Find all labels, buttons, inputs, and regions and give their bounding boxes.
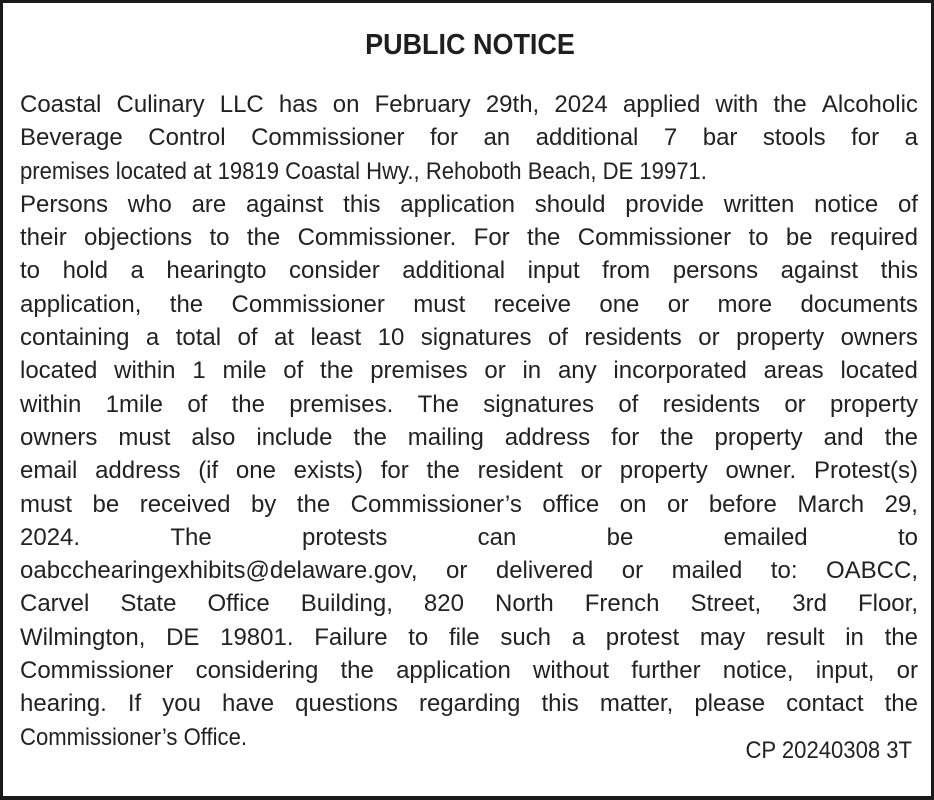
notice-word: emailed (723, 523, 808, 551)
notice-word: total (175, 324, 222, 352)
notice-word: the (884, 690, 918, 718)
notice-word: or (446, 557, 468, 585)
notice-word: incorporated (613, 357, 747, 385)
notice-word: a (130, 257, 144, 285)
notice-word: Carvel (20, 590, 90, 618)
notice-word: or (896, 657, 918, 685)
notice-word: containing (20, 324, 130, 352)
notice-word: should (534, 190, 606, 218)
notice-word: premises (370, 357, 468, 385)
notice-word: Culinary (116, 91, 205, 118)
notice-word: contact (786, 690, 864, 718)
notice-word: against (780, 257, 859, 285)
notice-word: State (120, 590, 177, 618)
notice-word: the (246, 224, 281, 252)
notice-word: Commissioner (251, 124, 405, 152)
notice-word: to (209, 224, 230, 252)
notice-word: persons (672, 257, 759, 285)
notice-word: written (723, 190, 795, 218)
notice-word: hold (62, 257, 108, 285)
notice-word: who (127, 190, 172, 218)
notice-word: located (20, 357, 98, 385)
notice-line (20, 488, 918, 521)
notice-word: Floor, (857, 590, 918, 618)
notice-word: Street, (690, 590, 762, 618)
notice-word: stools (762, 124, 826, 152)
notice-word: delivered (495, 557, 594, 585)
notice-word: signatures (483, 390, 595, 418)
notice-word: provide (625, 190, 704, 218)
notice-line (20, 521, 918, 554)
notice-word: to (20, 257, 41, 285)
notice-word: regarding (418, 690, 521, 718)
notice-line (20, 388, 918, 421)
notice-line (20, 621, 918, 654)
notice-word: be (606, 523, 634, 551)
notice-word: address (95, 457, 181, 485)
notice-word: be (785, 224, 813, 252)
notice-line-text: premises located at 19819 Coastal Hwy., Rehoboth Beach, DE 19971. (20, 157, 707, 185)
notice-word: one (599, 290, 640, 318)
notice-word: email (20, 457, 78, 485)
notice-word: must (20, 490, 73, 518)
notice-word: residents (584, 324, 682, 352)
notice-word: owners (20, 423, 98, 451)
notice-word: Failure (314, 623, 388, 651)
notice-line (20, 88, 918, 121)
notice-word: Commissioner (577, 224, 732, 252)
notice-word: must (118, 423, 171, 451)
notice-word: received (139, 490, 231, 518)
notice-word: If (127, 690, 142, 718)
notice-word: within (20, 390, 82, 418)
notice-word: has (278, 91, 318, 118)
notice-word: must (413, 290, 466, 318)
notice-word: a (904, 124, 918, 152)
notice-word: the (660, 423, 694, 451)
notice-word: receive (493, 290, 571, 318)
notice-word: the (884, 423, 918, 451)
notice-word: this (880, 257, 918, 285)
notice-word: of (237, 324, 258, 352)
notice-line (20, 687, 918, 720)
notice-word: against (246, 190, 324, 218)
notice-line (20, 254, 918, 287)
notice-word: Commissioner (231, 290, 385, 318)
notice-word: or (667, 290, 690, 318)
notice-word: to: (770, 557, 798, 585)
notice-word: Commissioner’s (350, 490, 522, 518)
notice-word: or (666, 490, 689, 518)
notice-word: 1 (192, 357, 206, 385)
notice-word: required (829, 224, 918, 252)
notice-word: least (310, 324, 362, 352)
notice-word: more (717, 290, 773, 318)
notice-word: a (571, 623, 586, 651)
notice-word: owner. (725, 457, 797, 485)
notice-word: the (169, 290, 204, 318)
notice-word: Commissioner (20, 657, 174, 685)
notice-word: a (145, 324, 160, 352)
notice-reference-code: CP 20240308 3T (745, 737, 912, 764)
notice-word: objections (84, 224, 193, 252)
notice-word: to (897, 523, 918, 551)
notice-word: applied (622, 91, 701, 118)
notice-word: property (714, 423, 803, 451)
notice-word: from (602, 257, 651, 285)
notice-line (20, 421, 918, 454)
notice-word: of (283, 357, 304, 385)
notice-word: notice, (722, 657, 794, 685)
notice-word: documents (800, 290, 918, 318)
notice-word: considering (195, 657, 319, 685)
notice-word: of (618, 390, 639, 418)
notice-word: or (580, 457, 603, 485)
notice-word: include (256, 423, 333, 451)
notice-line (20, 354, 918, 387)
notice-line (20, 654, 918, 687)
notice-word: for (611, 423, 640, 451)
notice-word: an (483, 124, 511, 152)
notice-line (20, 121, 918, 154)
notice-word: Protest(s) (813, 457, 918, 485)
notice-word: 1mile (105, 390, 164, 418)
notice-line (20, 188, 918, 221)
notice-word: the (884, 623, 918, 651)
notice-word: the (426, 457, 460, 485)
notice-body (20, 88, 918, 754)
notice-word: mailed (671, 557, 743, 585)
notice-word: input (527, 257, 580, 285)
notice-word: or (698, 324, 720, 352)
notice-word: or (784, 390, 806, 418)
notice-word: and (823, 423, 864, 451)
notice-word: this (343, 190, 381, 218)
notice-word: 820 (423, 590, 464, 618)
notice-word: also (191, 423, 236, 451)
notice-line (20, 554, 918, 587)
notice-word: this (541, 690, 579, 718)
notice-word: North (495, 590, 554, 618)
notice-word: 2024 (554, 91, 608, 118)
notice-word: the (320, 357, 354, 385)
notice-word: The (417, 390, 459, 418)
notice-word: The (170, 523, 212, 551)
notice-word: the (296, 490, 331, 518)
notice-word: Persons (20, 190, 109, 218)
notice-word: 3rd (792, 590, 827, 618)
notice-word: questions (295, 690, 398, 718)
notice-line (20, 288, 918, 321)
notice-word: property (619, 457, 708, 485)
notice-word: by (250, 490, 277, 518)
notice-line-text: Commissioner’s Office. (20, 723, 248, 751)
notice-word: office (542, 490, 600, 518)
notice-word: Control (148, 124, 226, 152)
notice-line (20, 155, 918, 188)
notice-word: notice (814, 190, 879, 218)
notice-word: on (619, 490, 647, 518)
notice-word: DE (166, 623, 200, 651)
notice-word: the (231, 390, 265, 418)
notice-word: please (694, 690, 766, 718)
notice-word: 7 (663, 124, 678, 152)
notice-word: with (715, 91, 759, 118)
notice-word: of (187, 390, 208, 418)
notice-word: oabcchearingexhibits@delaware.gov, (20, 557, 418, 585)
notice-word: are (191, 190, 227, 218)
notice-word: protest (605, 623, 680, 651)
notice-word: application (396, 657, 511, 685)
notice-word: March (797, 490, 865, 518)
notice-word: any (557, 357, 597, 385)
notice-word: February (374, 91, 471, 118)
notice-word: for (851, 124, 880, 152)
notice-word: bar (702, 124, 738, 152)
notice-word: the (340, 657, 374, 685)
notice-word: in (522, 357, 542, 385)
notice-word: Beverage (20, 124, 123, 152)
notice-word: premises. (289, 390, 394, 418)
notice-word: before (708, 490, 777, 518)
notice-word: be (92, 490, 120, 518)
notice-word: to (408, 623, 429, 651)
notice-word: resident (477, 457, 563, 485)
notice-word: in (845, 623, 864, 651)
notice-word: or (484, 357, 506, 385)
notice-word: to (748, 224, 769, 252)
notice-word: the (773, 91, 807, 118)
notice-word: application (400, 190, 516, 218)
notice-word: Coastal (20, 91, 102, 118)
notice-word: LLC (219, 91, 264, 118)
notice-word: the (527, 224, 561, 252)
notice-line (20, 221, 918, 254)
notice-word: you (162, 690, 201, 718)
notice-word: of (547, 324, 568, 352)
notice-word: for (380, 457, 409, 485)
notice-word: such (500, 623, 552, 651)
notice-word: Building, (300, 590, 393, 618)
notice-word: owners (840, 324, 918, 352)
notice-word: 2024. (20, 523, 81, 551)
notice-word: application, (20, 290, 142, 318)
notice-word: matter, (599, 690, 674, 718)
notice-word: or (621, 557, 644, 585)
notice-word: one (235, 457, 276, 485)
notice-word: located (840, 357, 918, 385)
notice-word: mile (222, 357, 267, 385)
notice-word: can (477, 523, 517, 551)
notice-word: result (765, 623, 825, 651)
notice-word: of (897, 190, 918, 218)
notice-word: French (584, 590, 660, 618)
notice-word: 10 (377, 324, 405, 352)
notice-word: additional (402, 257, 506, 285)
notice-word: without (533, 657, 610, 685)
notice-word: Office (207, 590, 270, 618)
notice-word: hearing. (20, 690, 107, 718)
notice-word: within (114, 357, 176, 385)
notice-word: Commissioner. (297, 224, 457, 252)
notice-word: address (504, 423, 591, 451)
notice-word: OABCC, (825, 557, 918, 585)
notice-word: property (829, 390, 918, 418)
notice-word: have (222, 690, 275, 718)
notice-word: the (353, 423, 387, 451)
notice-line (20, 321, 918, 354)
notice-word: 19801. (220, 623, 294, 651)
notice-title: PUBLIC NOTICE (365, 29, 575, 61)
notice-word: Wilmington, (20, 623, 146, 651)
notice-word: 29th, (485, 91, 540, 118)
notice-word: 29, (884, 490, 918, 518)
notice-line (20, 454, 918, 487)
notice-word: at (273, 324, 294, 352)
notice-word: areas (763, 357, 824, 385)
notice-word: their (20, 224, 67, 252)
notice-word: additional (535, 124, 639, 152)
notice-word: further (631, 657, 701, 685)
notice-word: hearingto (166, 257, 267, 285)
notice-word: file (448, 623, 480, 651)
notice-word: may (699, 623, 746, 651)
notice-word: protests (301, 523, 388, 551)
notice-word: mailing (407, 423, 484, 451)
notice-word: (if (198, 457, 219, 485)
notice-word: input, (815, 657, 875, 685)
notice-word: for (429, 124, 458, 152)
notice-word: Alcoholic (821, 91, 918, 118)
notice-word: exists) (293, 457, 364, 485)
notice-line (20, 587, 918, 620)
notice-word: residents (662, 390, 761, 418)
notice-word: consider (289, 257, 380, 285)
notice-word: property (736, 324, 825, 352)
notice-word: For (473, 224, 510, 252)
notice-word: on (332, 91, 360, 118)
notice-word: signatures (420, 324, 532, 352)
